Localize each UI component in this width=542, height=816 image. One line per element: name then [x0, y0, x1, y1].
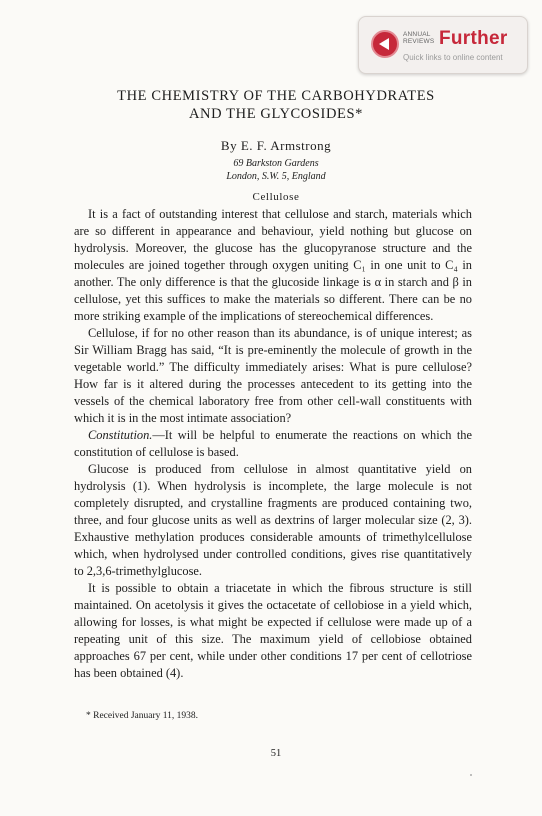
author-byline: By E. F. Armstrong	[220, 138, 332, 153]
paragraph-text: It is possible to obtain a triacetate in which the fibrous structure is still maintained. On acetolysis it gives the octacetate of cellobiose in a yield which, allowing for losses, is what might be expected if cellulose were made up of a repeating unit of this size. The maximum yield of cellobiose obtained approaches 67 per cent, while under other conditions 17 per cent of cellotriose has been obtained (4).	[74, 581, 472, 680]
paragraph	[74, 427, 472, 461]
section-heading: Cellulose	[252, 191, 300, 203]
article-title-line-2: AND THE GLYCOSIDES*	[188, 106, 363, 122]
author-address-line-2: London, S.W. 5, England	[226, 171, 326, 182]
further-label: Further	[439, 28, 508, 49]
paragraph-lead: Constitution.	[88, 428, 153, 442]
article-body	[74, 206, 472, 682]
paragraph-text: Glucose is produced from cellulose in almost quantitative yield on hydrolysis (1). When hydrolysis is incomplete, the large molecule is not completely disrupted, and crystalline fragments are produced containing two, three, and four glucose units as well as dextrins of larger molecular size (2, 3). Exhaustive methylation produces considerable amounts of trimethylcellulose which, when hydrolysed under controlled conditions, gives rise quantitatively to 2,3,6-trimethylglucose.	[74, 462, 472, 578]
scan-speck	[470, 774, 472, 776]
paragraph-text: It is a fact of outstanding interest that cellulose and starch, materials which are so different in appearance and behaviour, yield nothing but glucose on hydrolysis. Moreover, the glucose has the glucopyranose structure and the molecules are joined together through oxygen uniting C₁ in one unit to C₄ in another. The only difference is that the glucoside linkage is α in starch and β in cellulose, yet this suffices to make the materials so different. There can be no more striking example of the implications of stereochemical differences.	[74, 207, 472, 323]
arrow-icon	[371, 30, 399, 58]
page-number: 51	[270, 748, 282, 759]
annual-reviews-further-badge[interactable]	[358, 16, 528, 74]
author-address-line-1: 69 Barkston Gardens	[233, 158, 319, 169]
paragraph	[74, 206, 472, 325]
annual-reviews-label: ANNUAL REVIEWS	[403, 31, 435, 45]
paragraph-text: —It will be helpful to enumerate the reactions on which the constitution of cellulose is based.	[74, 428, 472, 459]
article-title-line-1: THE CHEMISTRY OF THE CARBOHYDRATES	[117, 88, 435, 104]
footnote: * Received January 11, 1938.	[86, 711, 199, 721]
paragraph	[74, 580, 472, 682]
paragraph-text: Cellulose, if for no other reason than its abundance, is of unique interest; as Sir William Bragg has said, “It is pre-eminently the molecule of growth in the vegetable world.” The difficulty immediately arises: What is pure cellulose? How far is it altered during the processes antecedent to its getting into the vessels of the chemical laboratory free from other cell-wall constituents with which it is in the most intimate association?	[74, 326, 472, 425]
quick-links-label: Quick links to online content	[403, 53, 503, 62]
paragraph	[74, 461, 472, 580]
paragraph	[74, 325, 472, 427]
